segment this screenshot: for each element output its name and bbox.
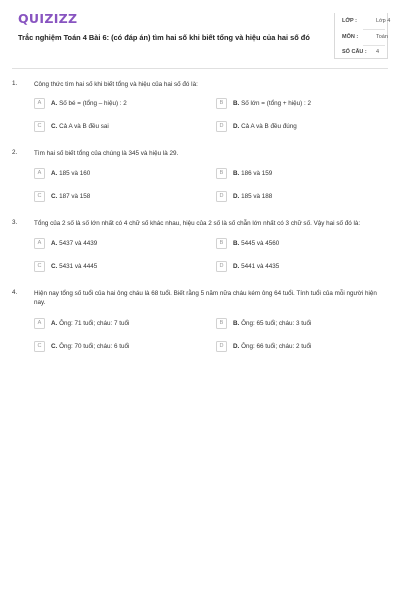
- meta-key: LỚP :: [342, 18, 357, 24]
- option-text: 5441 và 4435: [241, 263, 280, 270]
- option-text: Cả A và B đều đúng: [241, 123, 297, 130]
- option-text: 185 và 188: [241, 193, 273, 200]
- option-prefix: D.: [233, 193, 240, 200]
- option-prefix: B.: [233, 170, 240, 177]
- option-letter-box: B: [216, 98, 227, 109]
- option-letter-box: A: [34, 168, 45, 179]
- option-label: [51, 100, 127, 107]
- header-divider: [12, 68, 388, 69]
- option-prefix: B.: [233, 100, 240, 107]
- option-letter-box: D: [216, 121, 227, 132]
- meta-value: Toán: [376, 34, 388, 40]
- option-letter-box: D: [216, 261, 227, 272]
- question-text: Tổng của 2 số là số lớn nhất có 4 chữ số khác nhau, hiệu của 2 số là số chẵn lớn nhất có 3 chữ số. Vậy hai số đó là:: [34, 220, 361, 227]
- worksheet-header: [12, 10, 391, 60]
- option-label: [51, 320, 129, 327]
- option-letter-box: B: [216, 318, 227, 329]
- option-text: 5431 và 4445: [59, 263, 98, 270]
- option-label: [51, 170, 90, 177]
- option-prefix: A.: [51, 100, 58, 107]
- option-text: Ông: 70 tuổi; cháu: 6 tuổi: [59, 343, 130, 350]
- option-label: [233, 240, 279, 247]
- meta-key: SỐ CÂU :: [342, 49, 367, 55]
- option-text: 185 và 160: [59, 170, 91, 177]
- option-letter-box: C: [34, 191, 45, 202]
- option-text: Ông: 65 tuổi; cháu: 3 tuổi: [241, 320, 312, 327]
- option-prefix: D.: [233, 343, 240, 350]
- option-prefix: D.: [233, 123, 240, 130]
- question-text: Tìm hai số biết tổng của chúng là 345 và hiệu là 29.: [34, 150, 179, 157]
- question-number: 2.: [12, 149, 18, 156]
- option-letter-box: C: [34, 261, 45, 272]
- option-letter-box: A: [34, 238, 45, 249]
- option-prefix: C.: [51, 193, 58, 200]
- option-text: 186 và 159: [241, 170, 273, 177]
- option-prefix: C.: [51, 343, 58, 350]
- meta-key: MÔN :: [342, 34, 359, 40]
- meta-divider: [363, 29, 385, 30]
- option-label: [51, 240, 97, 247]
- option-prefix: A.: [51, 170, 58, 177]
- option-label: [233, 170, 272, 177]
- option-text: 187 và 158: [59, 193, 91, 200]
- option-label: [233, 193, 272, 200]
- option-label: [233, 123, 297, 130]
- meta-value: Lớp 4: [376, 18, 391, 24]
- meta-divider: [363, 45, 385, 46]
- option-text: 5445 và 4560: [241, 240, 280, 247]
- option-label: [51, 263, 97, 270]
- quizizz-logo: QUIZIZZ: [18, 11, 78, 26]
- option-label: [233, 263, 279, 270]
- question-text: Công thức tìm hai số khi biết tổng và hiệu của hai số đó là:: [34, 81, 198, 88]
- option-prefix: A.: [51, 240, 58, 247]
- option-text: Số lớn = (tổng + hiệu) : 2: [241, 100, 312, 107]
- question-number: 1.: [12, 80, 18, 87]
- meta-value: 4: [376, 49, 380, 55]
- option-text: Cả A và B đều sai: [59, 123, 109, 130]
- option-letter-box: D: [216, 191, 227, 202]
- option-letter-box: D: [216, 341, 227, 352]
- option-prefix: D.: [233, 263, 240, 270]
- question-number: 4.: [12, 289, 18, 296]
- option-label: [233, 100, 311, 107]
- option-letter-box: B: [216, 238, 227, 249]
- question-text: Hiện nay tổng số tuổi của hai ông cháu là 68 tuổi. Biết rằng 5 năm nữa cháu kém ông 64 tuổi. Tính tuổi của mỗi người hiện nay.: [34, 290, 377, 306]
- option-label: [233, 320, 311, 327]
- option-label: [51, 123, 109, 130]
- option-letter-box: A: [34, 98, 45, 109]
- option-prefix: C.: [51, 263, 58, 270]
- meta-box: [334, 13, 391, 59]
- option-letter-box: B: [216, 168, 227, 179]
- option-letter-box: A: [34, 318, 45, 329]
- option-label: [233, 343, 311, 350]
- option-text: 5437 và 4439: [59, 240, 98, 247]
- option-prefix: B.: [233, 320, 240, 327]
- worksheet-title: Trắc nghiệm Toán 4 Bài 6: (có đáp án) tìm hai số khi biết tổng và hiệu của hai số đó: [18, 33, 310, 42]
- option-label: [51, 193, 90, 200]
- option-label: [51, 343, 129, 350]
- option-text: Ông: 71 tuổi; cháu: 7 tuổi: [59, 320, 130, 327]
- option-prefix: C.: [51, 123, 58, 130]
- option-text: Số bé = (tổng – hiệu) : 2: [59, 100, 127, 107]
- option-letter-box: C: [34, 121, 45, 132]
- option-prefix: A.: [51, 320, 58, 327]
- option-text: Ông: 66 tuổi; cháu: 2 tuổi: [241, 343, 312, 350]
- option-letter-box: C: [34, 341, 45, 352]
- option-prefix: B.: [233, 240, 240, 247]
- question-number: 3.: [12, 219, 18, 226]
